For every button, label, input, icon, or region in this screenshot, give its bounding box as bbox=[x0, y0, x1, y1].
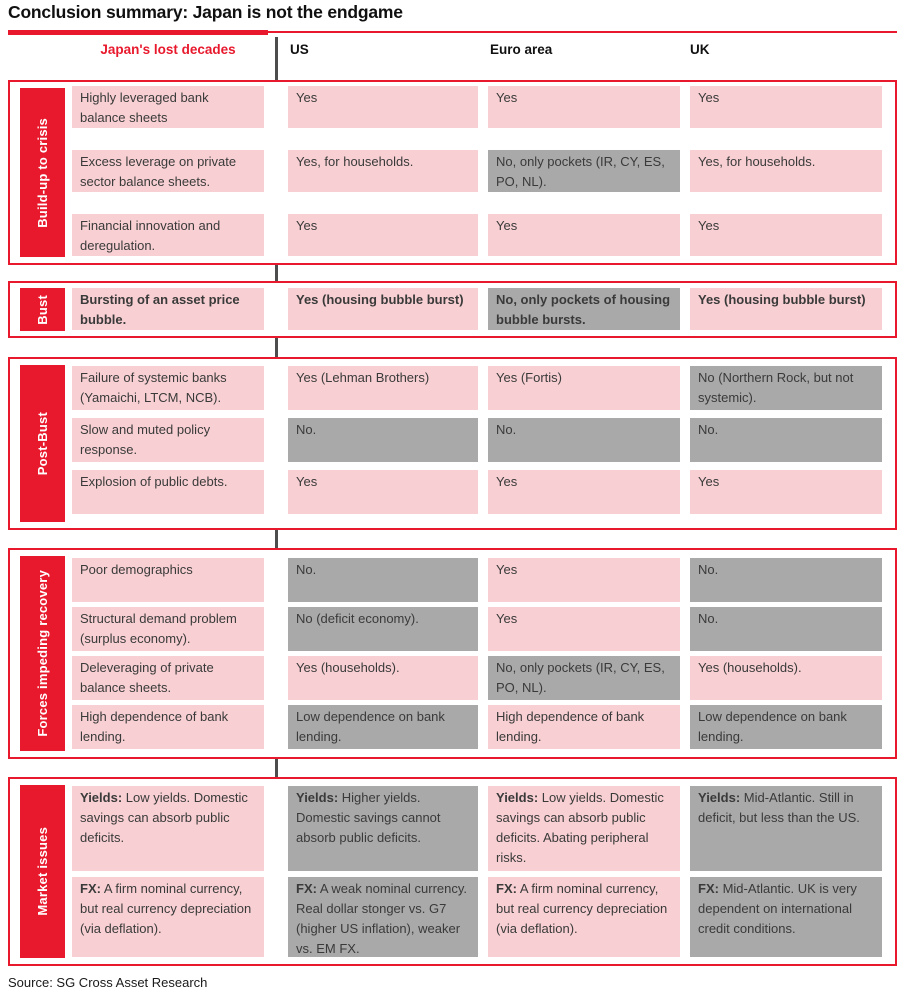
cell-euro: Yes bbox=[488, 558, 680, 602]
cell-japan: Failure of systemic banks (Yamaichi, LTCM, NCB). bbox=[72, 366, 264, 410]
cell-euro: FX: A firm nominal currency, but real currency depreciation (via deflation). bbox=[488, 877, 680, 957]
header-uk: UK bbox=[690, 42, 710, 57]
cell-japan: FX: A firm nominal currency, but real currency depreciation (via deflation). bbox=[72, 877, 264, 957]
table-row bbox=[72, 214, 893, 256]
table-row bbox=[72, 656, 893, 700]
cell-euro: Yields: Low yields. Domestic savings can absorb public deficits. Abating peripheral risks. bbox=[488, 786, 680, 871]
row-group bbox=[8, 777, 897, 966]
cell-uk: Yes (households). bbox=[690, 656, 882, 700]
row-group bbox=[8, 80, 897, 265]
table-row bbox=[72, 288, 893, 330]
cell-euro: No. bbox=[488, 418, 680, 462]
cell-japan: Highly leveraged bank balance sheets bbox=[72, 86, 264, 128]
cell-japan: Excess leverage on private sector balance sheets. bbox=[72, 150, 264, 192]
cell-japan: Explosion of public debts. bbox=[72, 470, 264, 514]
cell-euro: Yes bbox=[488, 607, 680, 651]
table-row bbox=[72, 418, 893, 462]
cell-euro: Yes (Fortis) bbox=[488, 366, 680, 410]
table-row bbox=[72, 705, 893, 749]
cell-uk: No (Northern Rock, but not systemic). bbox=[690, 366, 882, 410]
cell-euro: Yes bbox=[488, 86, 680, 128]
group-label: Market issues bbox=[20, 785, 65, 958]
cell-euro: No, only pockets (IR, CY, ES, PO, NL). bbox=[488, 656, 680, 700]
cell-uk: Yes bbox=[690, 214, 882, 256]
cell-euro: Yes bbox=[488, 214, 680, 256]
cell-japan: Financial innovation and deregulation. bbox=[72, 214, 264, 256]
group-rows bbox=[72, 779, 893, 964]
table-row bbox=[72, 366, 893, 410]
cell-uk: FX: Mid-Atlantic. UK is very dependent on international credit conditions. bbox=[690, 877, 882, 957]
cell-euro: No, only pockets of housing bubble bursts. bbox=[488, 288, 680, 330]
cell-us: Yes (Lehman Brothers) bbox=[288, 366, 478, 410]
cell-euro: Yes bbox=[488, 470, 680, 514]
row-group bbox=[8, 357, 897, 530]
header-us: US bbox=[290, 42, 309, 57]
cell-us: Yields: Higher yields. Domestic savings cannot absorb public deficits. bbox=[288, 786, 478, 871]
cell-us: Yes, for households. bbox=[288, 150, 478, 192]
group-label: Forces impeding recovery bbox=[20, 556, 65, 751]
cell-euro: High dependence of bank lending. bbox=[488, 705, 680, 749]
cell-us: Yes bbox=[288, 470, 478, 514]
cell-us: Yes bbox=[288, 86, 478, 128]
header-japan: Japan's lost decades bbox=[100, 42, 236, 57]
group-rows bbox=[72, 550, 893, 757]
cell-uk: Yes bbox=[690, 86, 882, 128]
header-euro-area: Euro area bbox=[490, 42, 553, 57]
cell-us: Low dependence on bank lending. bbox=[288, 705, 478, 749]
group-label: Bust bbox=[20, 288, 65, 331]
cell-uk: No. bbox=[690, 558, 882, 602]
cell-uk: Yields: Mid-Atlantic. Still in deficit, but less than the US. bbox=[690, 786, 882, 871]
table-row bbox=[72, 470, 893, 514]
group-label: Build-up to crisis bbox=[20, 88, 65, 257]
cell-uk: Low dependence on bank lending. bbox=[690, 705, 882, 749]
cell-us: Yes (housing bubble burst) bbox=[288, 288, 478, 330]
table-row bbox=[72, 558, 893, 602]
title-accent-bar bbox=[8, 30, 268, 35]
table-row bbox=[72, 607, 893, 651]
cell-us: No (deficit economy). bbox=[288, 607, 478, 651]
table-row bbox=[72, 786, 893, 871]
cell-japan: Bursting of an asset price bubble. bbox=[72, 288, 264, 330]
cell-japan: Yields: Low yields. Domestic savings can absorb public deficits. bbox=[72, 786, 264, 871]
group-rows bbox=[72, 82, 893, 263]
group-label: Post-Bust bbox=[20, 365, 65, 522]
cell-us: FX: A weak nominal currency. Real dollar stonger vs. G7 (higher US inflation), weaker vs. EM FX. bbox=[288, 877, 478, 957]
cell-japan: High dependence of bank lending. bbox=[72, 705, 264, 749]
cell-uk: Yes bbox=[690, 470, 882, 514]
source-note: Source: SG Cross Asset Research bbox=[8, 975, 208, 990]
cell-japan: Poor demographics bbox=[72, 558, 264, 602]
cell-japan: Deleveraging of private balance sheets. bbox=[72, 656, 264, 700]
group-rows bbox=[72, 359, 893, 528]
table-row bbox=[72, 86, 893, 128]
row-group bbox=[8, 548, 897, 759]
group-rows bbox=[72, 283, 893, 336]
cell-uk: No. bbox=[690, 607, 882, 651]
table-row bbox=[72, 150, 893, 192]
row-group bbox=[8, 281, 897, 338]
cell-us: Yes (households). bbox=[288, 656, 478, 700]
cell-euro: No, only pockets (IR, CY, ES, PO, NL). bbox=[488, 150, 680, 192]
cell-uk: Yes (housing bubble burst) bbox=[690, 288, 882, 330]
cell-us: No. bbox=[288, 418, 478, 462]
page-title: Conclusion summary: Japan is not the endgame bbox=[8, 2, 403, 22]
cell-uk: Yes, for households. bbox=[690, 150, 882, 192]
cell-japan: Slow and muted policy response. bbox=[72, 418, 264, 462]
cell-us: No. bbox=[288, 558, 478, 602]
cell-uk: No. bbox=[690, 418, 882, 462]
table-row bbox=[72, 877, 893, 957]
cell-japan: Structural demand problem (surplus economy). bbox=[72, 607, 264, 651]
cell-us: Yes bbox=[288, 214, 478, 256]
